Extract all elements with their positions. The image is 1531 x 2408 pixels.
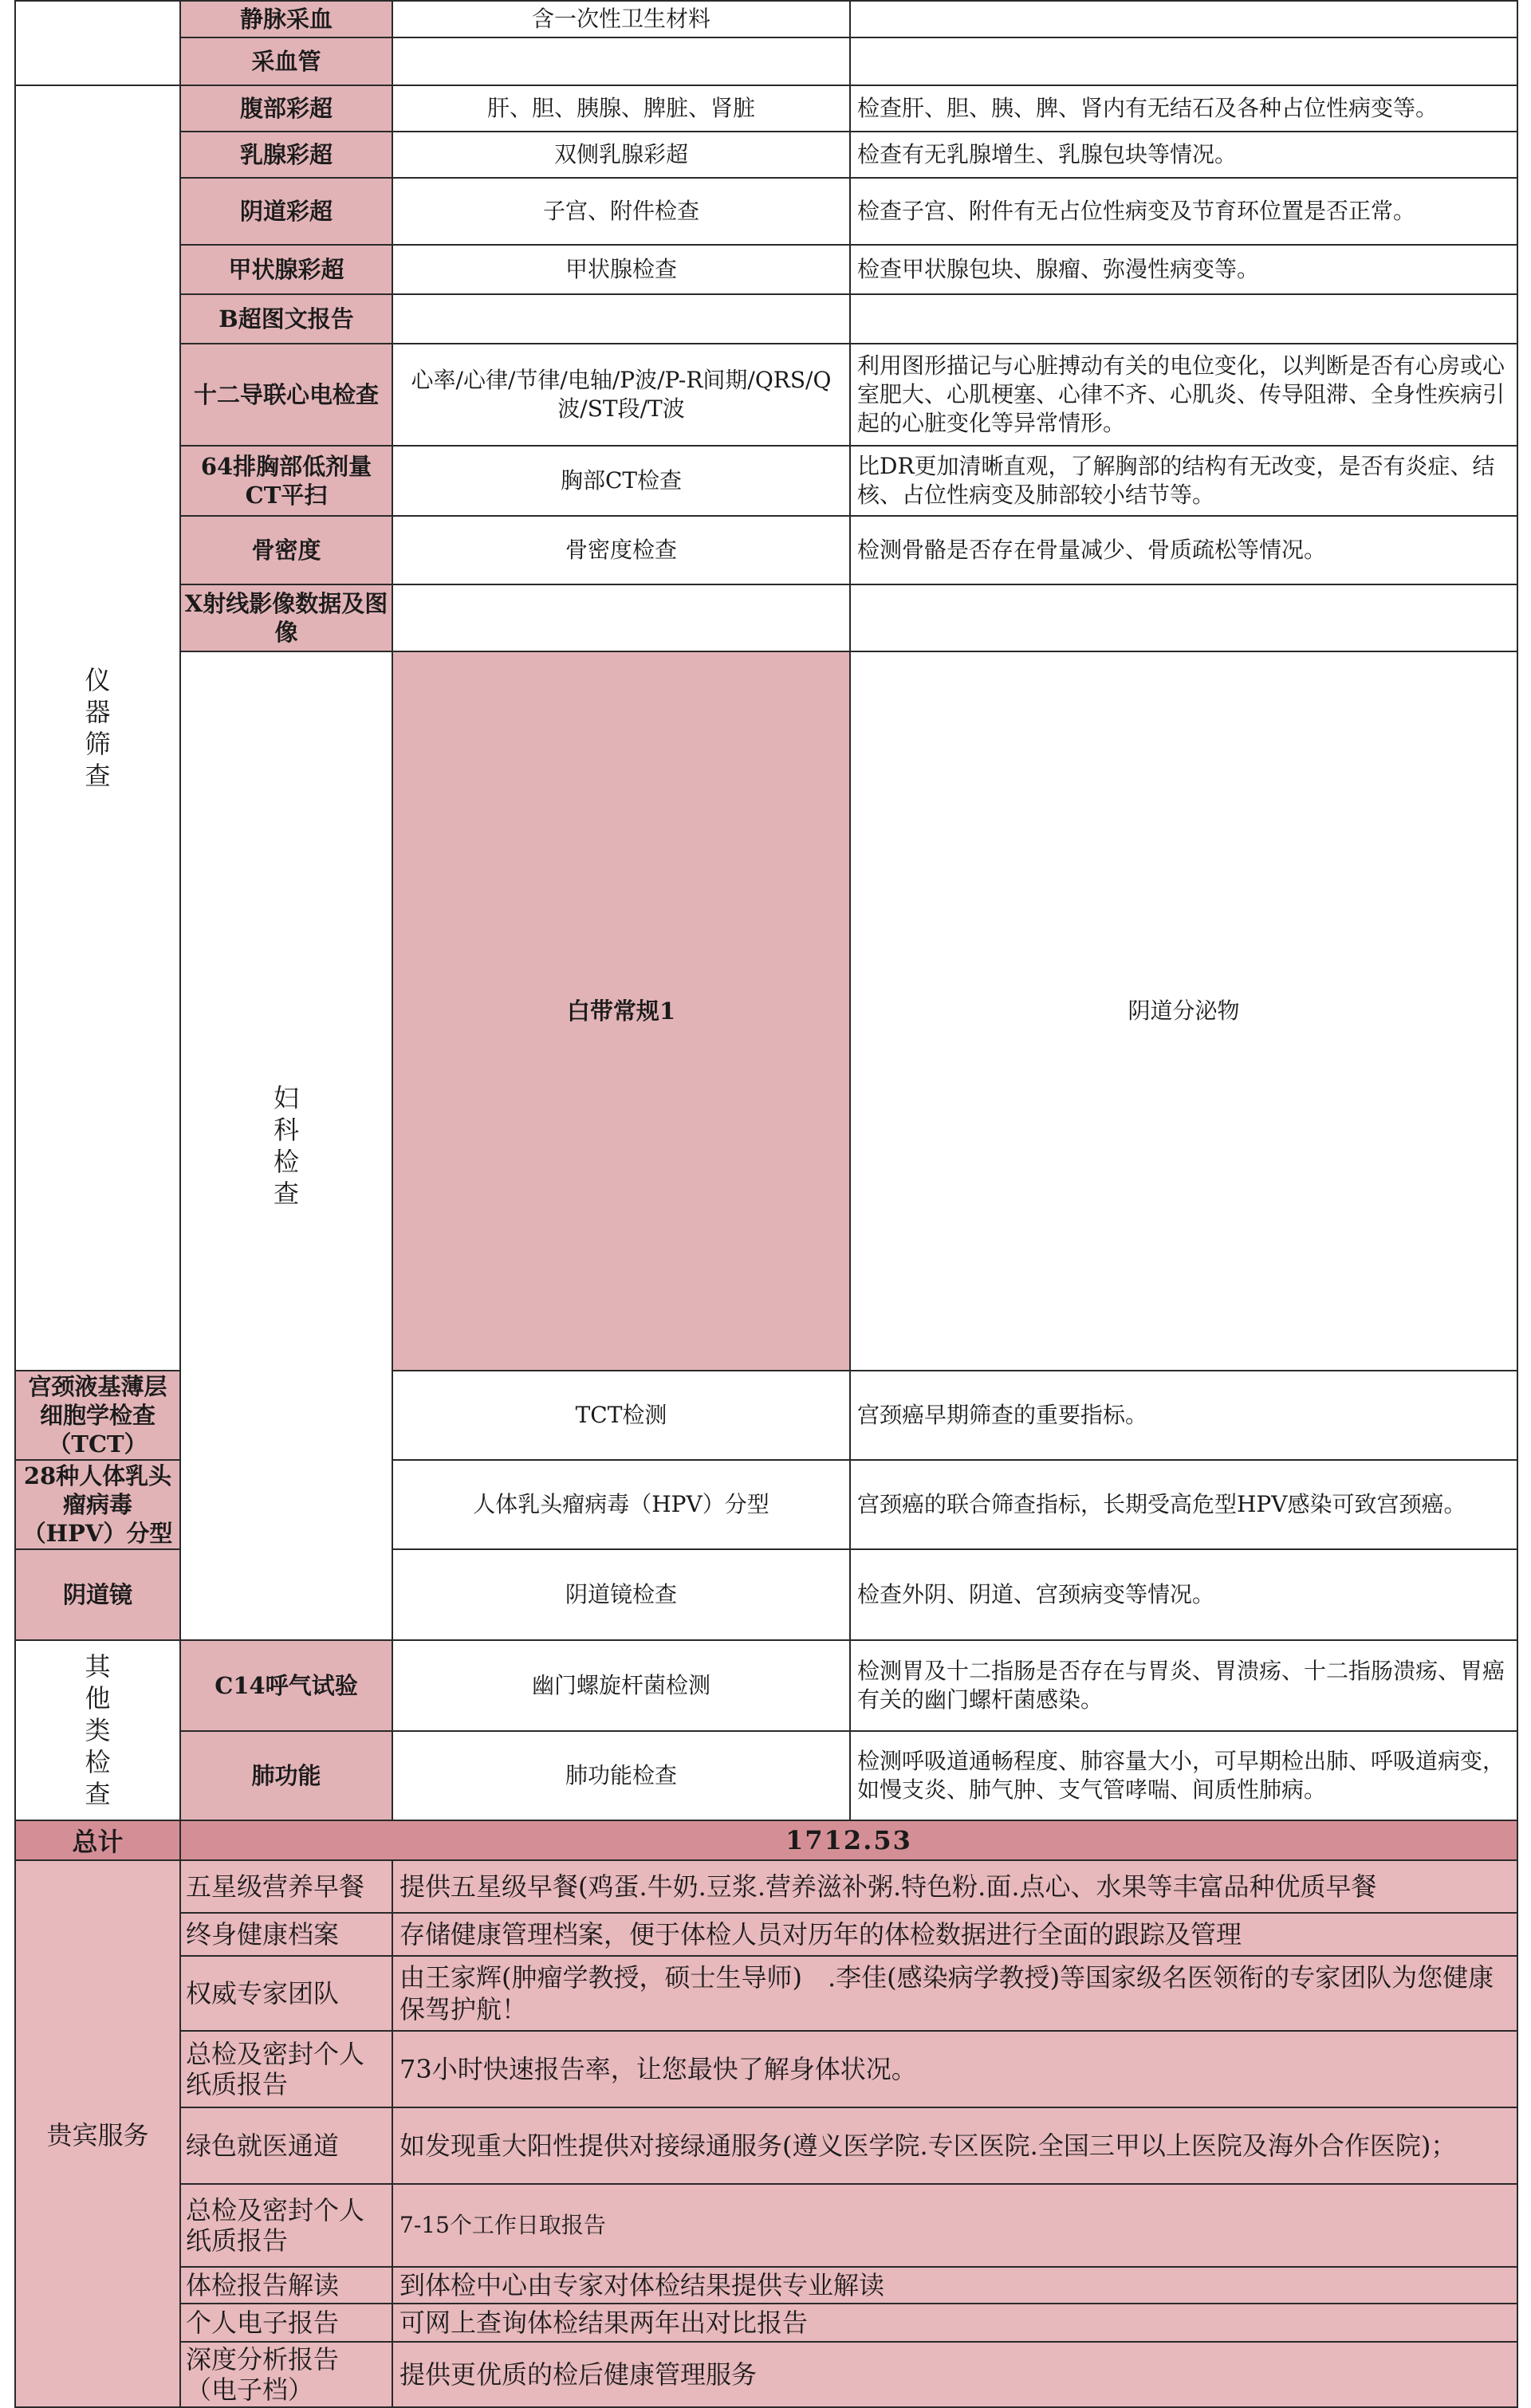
- item-description-cell: [850, 294, 1517, 344]
- vip-service-row: [15, 2267, 1517, 2304]
- item-content-cell: 含一次性卫生材料: [392, 1, 850, 37]
- item-description-cell: 宫颈癌早期筛查的重要指标。: [850, 1371, 1517, 1460]
- category-label: 仪器筛查: [85, 665, 111, 791]
- item-name-cell: B超图文报告: [180, 294, 392, 344]
- table-row: [15, 1, 1517, 37]
- table-row: [15, 584, 1517, 651]
- item-content-cell: 阴道镜检查: [392, 1549, 850, 1640]
- item-name-cell: 宫颈液基薄层细胞学检查（TCT）: [15, 1371, 180, 1460]
- category-cell: [15, 85, 180, 1371]
- table-row: [15, 516, 1517, 584]
- vip-service-description: 由王家辉(肿瘤学教授，硕士生导师) .李佳(感染病学教授)等国家级名医领衔的专家团队为您健康保驾护航！: [392, 1956, 1517, 2031]
- item-content-cell: TCT检测: [392, 1371, 850, 1460]
- vip-service-row: [15, 2304, 1517, 2342]
- vip-service-description: 到体检中心由专家对体检结果提供专业解读: [392, 2267, 1517, 2304]
- total-row: [15, 1820, 1517, 1860]
- item-content-cell: [392, 294, 850, 344]
- vip-service-name: 总检及密封个人纸质报告: [180, 2031, 392, 2107]
- item-name-cell: 阴道镜: [15, 1549, 180, 1640]
- table-row: [15, 37, 1517, 85]
- table-row: [15, 294, 1517, 344]
- vip-service-row: [15, 2031, 1517, 2107]
- item-content-cell: 肺功能检查: [392, 1731, 850, 1820]
- vip-service-name: 总检及密封个人纸质报告: [180, 2184, 392, 2267]
- item-content-cell: 阴道分泌物: [850, 651, 1517, 1371]
- item-description-cell: 比DR更加清晰直观，了解胸部的结构有无改变，是否有炎症、结核、占位性病变及肺部较小结节等。: [850, 446, 1517, 516]
- table-row: [15, 651, 1517, 1371]
- item-description-cell: 检查子宫、附件有无占位性病变及节育环位置是否正常。: [850, 178, 1517, 245]
- item-name-cell: 腹部彩超: [180, 85, 392, 132]
- item-name-cell: 28种人体乳头瘤病毒（HPV）分型: [15, 1460, 180, 1549]
- item-content-cell: 幽门螺旋杆菌检测: [392, 1640, 850, 1731]
- table-row: [15, 1640, 1517, 1731]
- vip-service-description: 如发现重大阳性提供对接绿通服务(遵义医学院.专区医院.全国三甲以上医院及海外合作医院)；: [392, 2107, 1517, 2184]
- vip-service-row: [15, 2107, 1517, 2184]
- table-row: [15, 446, 1517, 516]
- vip-service-description: 存储健康管理档案，便于体检人员对历年的体检数据进行全面的跟踪及管理: [392, 1913, 1517, 1956]
- category-cell: [15, 1640, 180, 1820]
- table-row: [15, 178, 1517, 245]
- item-description-cell: [850, 1, 1517, 37]
- item-name-cell: 采血管: [180, 37, 392, 85]
- item-content-cell: 双侧乳腺彩超: [392, 132, 850, 178]
- item-description-cell: 检测骨骼是否存在骨量减少、骨质疏松等情况。: [850, 516, 1517, 584]
- item-description-cell: 检查肝、胆、胰、脾、肾内有无结石及各种占位性病变等。: [850, 85, 1517, 132]
- vip-service-row: [15, 2342, 1517, 2407]
- item-description-cell: 检查有无乳腺增生、乳腺包块等情况。: [850, 132, 1517, 178]
- vip-service-name: 体检报告解读: [180, 2267, 392, 2304]
- item-name-cell: 静脉采血: [180, 1, 392, 37]
- table-row: [15, 245, 1517, 294]
- total-value: 1712.53: [180, 1820, 1517, 1860]
- item-description-cell: 利用图形描记与心脏搏动有关的电位变化，以判断是否有心房或心室肥大、心肌梗塞、心律不齐、心肌炎、传导阻滞、全身性疾病引起的心脏变化等异常情形。: [850, 344, 1517, 446]
- vip-service-row: [15, 1913, 1517, 1956]
- vip-service-name: 五星级营养早餐: [180, 1860, 392, 1913]
- item-content-cell: 子宫、附件检查: [392, 178, 850, 245]
- item-description-cell: 检测胃及十二指肠是否存在与胃炎、胃溃疡、十二指肠溃疡、胃癌有关的幽门螺杆菌感染。: [850, 1640, 1517, 1731]
- table-row: [15, 344, 1517, 446]
- item-description-cell: [850, 37, 1517, 85]
- category-cell: [180, 651, 392, 1640]
- vip-service-description: 73小时快速报告率，让您最快了解身体状况。: [392, 2031, 1517, 2107]
- item-name-cell: 64排胸部低剂量CT平扫: [180, 446, 392, 516]
- item-content-cell: 甲状腺检查: [392, 245, 850, 294]
- vip-service-name: 绿色就医通道: [180, 2107, 392, 2184]
- item-description-cell: 检测呼吸道通畅程度、肺容量大小，可早期检出肺、呼吸道病变，如慢支炎、肺气肿、支气管哮喘、间质性肺病。: [850, 1731, 1517, 1820]
- item-name-cell: X射线影像数据及图像: [180, 584, 392, 651]
- vip-service-name: 深度分析报告（电子档）: [180, 2342, 392, 2407]
- item-name-cell: 十二导联心电检查: [180, 344, 392, 446]
- item-name-cell: 阴道彩超: [180, 178, 392, 245]
- checkup-items-table: [14, 0, 1518, 2408]
- vip-service-name: 权威专家团队: [180, 1956, 392, 2031]
- item-content-cell: [392, 584, 850, 651]
- vip-service-description: 可网上查询体检结果两年出对比报告: [392, 2304, 1517, 2342]
- vip-service-name: 终身健康档案: [180, 1913, 392, 1956]
- table-row: [15, 132, 1517, 178]
- vip-service-description: 7-15个工作日取报告: [392, 2184, 1517, 2267]
- vip-category-cell: 贵宾服务: [15, 1860, 180, 2407]
- item-description-cell: 检查外阴、阴道、宫颈病变等情况。: [850, 1549, 1517, 1640]
- vip-service-row: [15, 2184, 1517, 2267]
- item-content-cell: 胸部CT检查: [392, 446, 850, 516]
- item-name-cell: 乳腺彩超: [180, 132, 392, 178]
- item-content-cell: 心率/心律/节律/电轴/P波/P-R间期/QRS/Q波/ST段/T波: [392, 344, 850, 446]
- item-content-cell: 肝、胆、胰腺、脾脏、肾脏: [392, 85, 850, 132]
- category-label: 妇科检查: [273, 1083, 299, 1209]
- item-content-cell: 骨密度检查: [392, 516, 850, 584]
- table-row: [15, 85, 1517, 132]
- vip-service-description: 提供更优质的检后健康管理服务: [392, 2342, 1517, 2407]
- item-name-cell: C14呼气试验: [180, 1640, 392, 1731]
- checkup-package-page: [14, 0, 1517, 2408]
- item-description-cell: 检查甲状腺包块、腺瘤、弥漫性病变等。: [850, 245, 1517, 294]
- vip-service-row: [15, 1860, 1517, 1913]
- item-description-cell: 宫颈癌的联合筛查指标，长期受高危型HPV感染可致宫颈癌。: [850, 1460, 1517, 1549]
- item-name-cell: 肺功能: [180, 1731, 392, 1820]
- vip-service-description: 提供五星级早餐(鸡蛋.牛奶.豆浆.营养滋补粥.特色粉.面.点心、水果等丰富品种优质早餐: [392, 1860, 1517, 1913]
- item-name-cell: 白带常规1: [392, 651, 850, 1371]
- item-name-cell: 甲状腺彩超: [180, 245, 392, 294]
- total-label: 总计: [15, 1820, 180, 1860]
- item-content-cell: 人体乳头瘤病毒（HPV）分型: [392, 1460, 850, 1549]
- item-description-cell: [850, 584, 1517, 651]
- category-label: 其他类检查: [85, 1651, 111, 1809]
- table-row: [15, 1731, 1517, 1820]
- vip-service-row: [15, 1956, 1517, 2031]
- category-cell: [15, 1, 180, 85]
- item-content-cell: [392, 37, 850, 85]
- item-name-cell: 骨密度: [180, 516, 392, 584]
- vip-service-name: 个人电子报告: [180, 2304, 392, 2342]
